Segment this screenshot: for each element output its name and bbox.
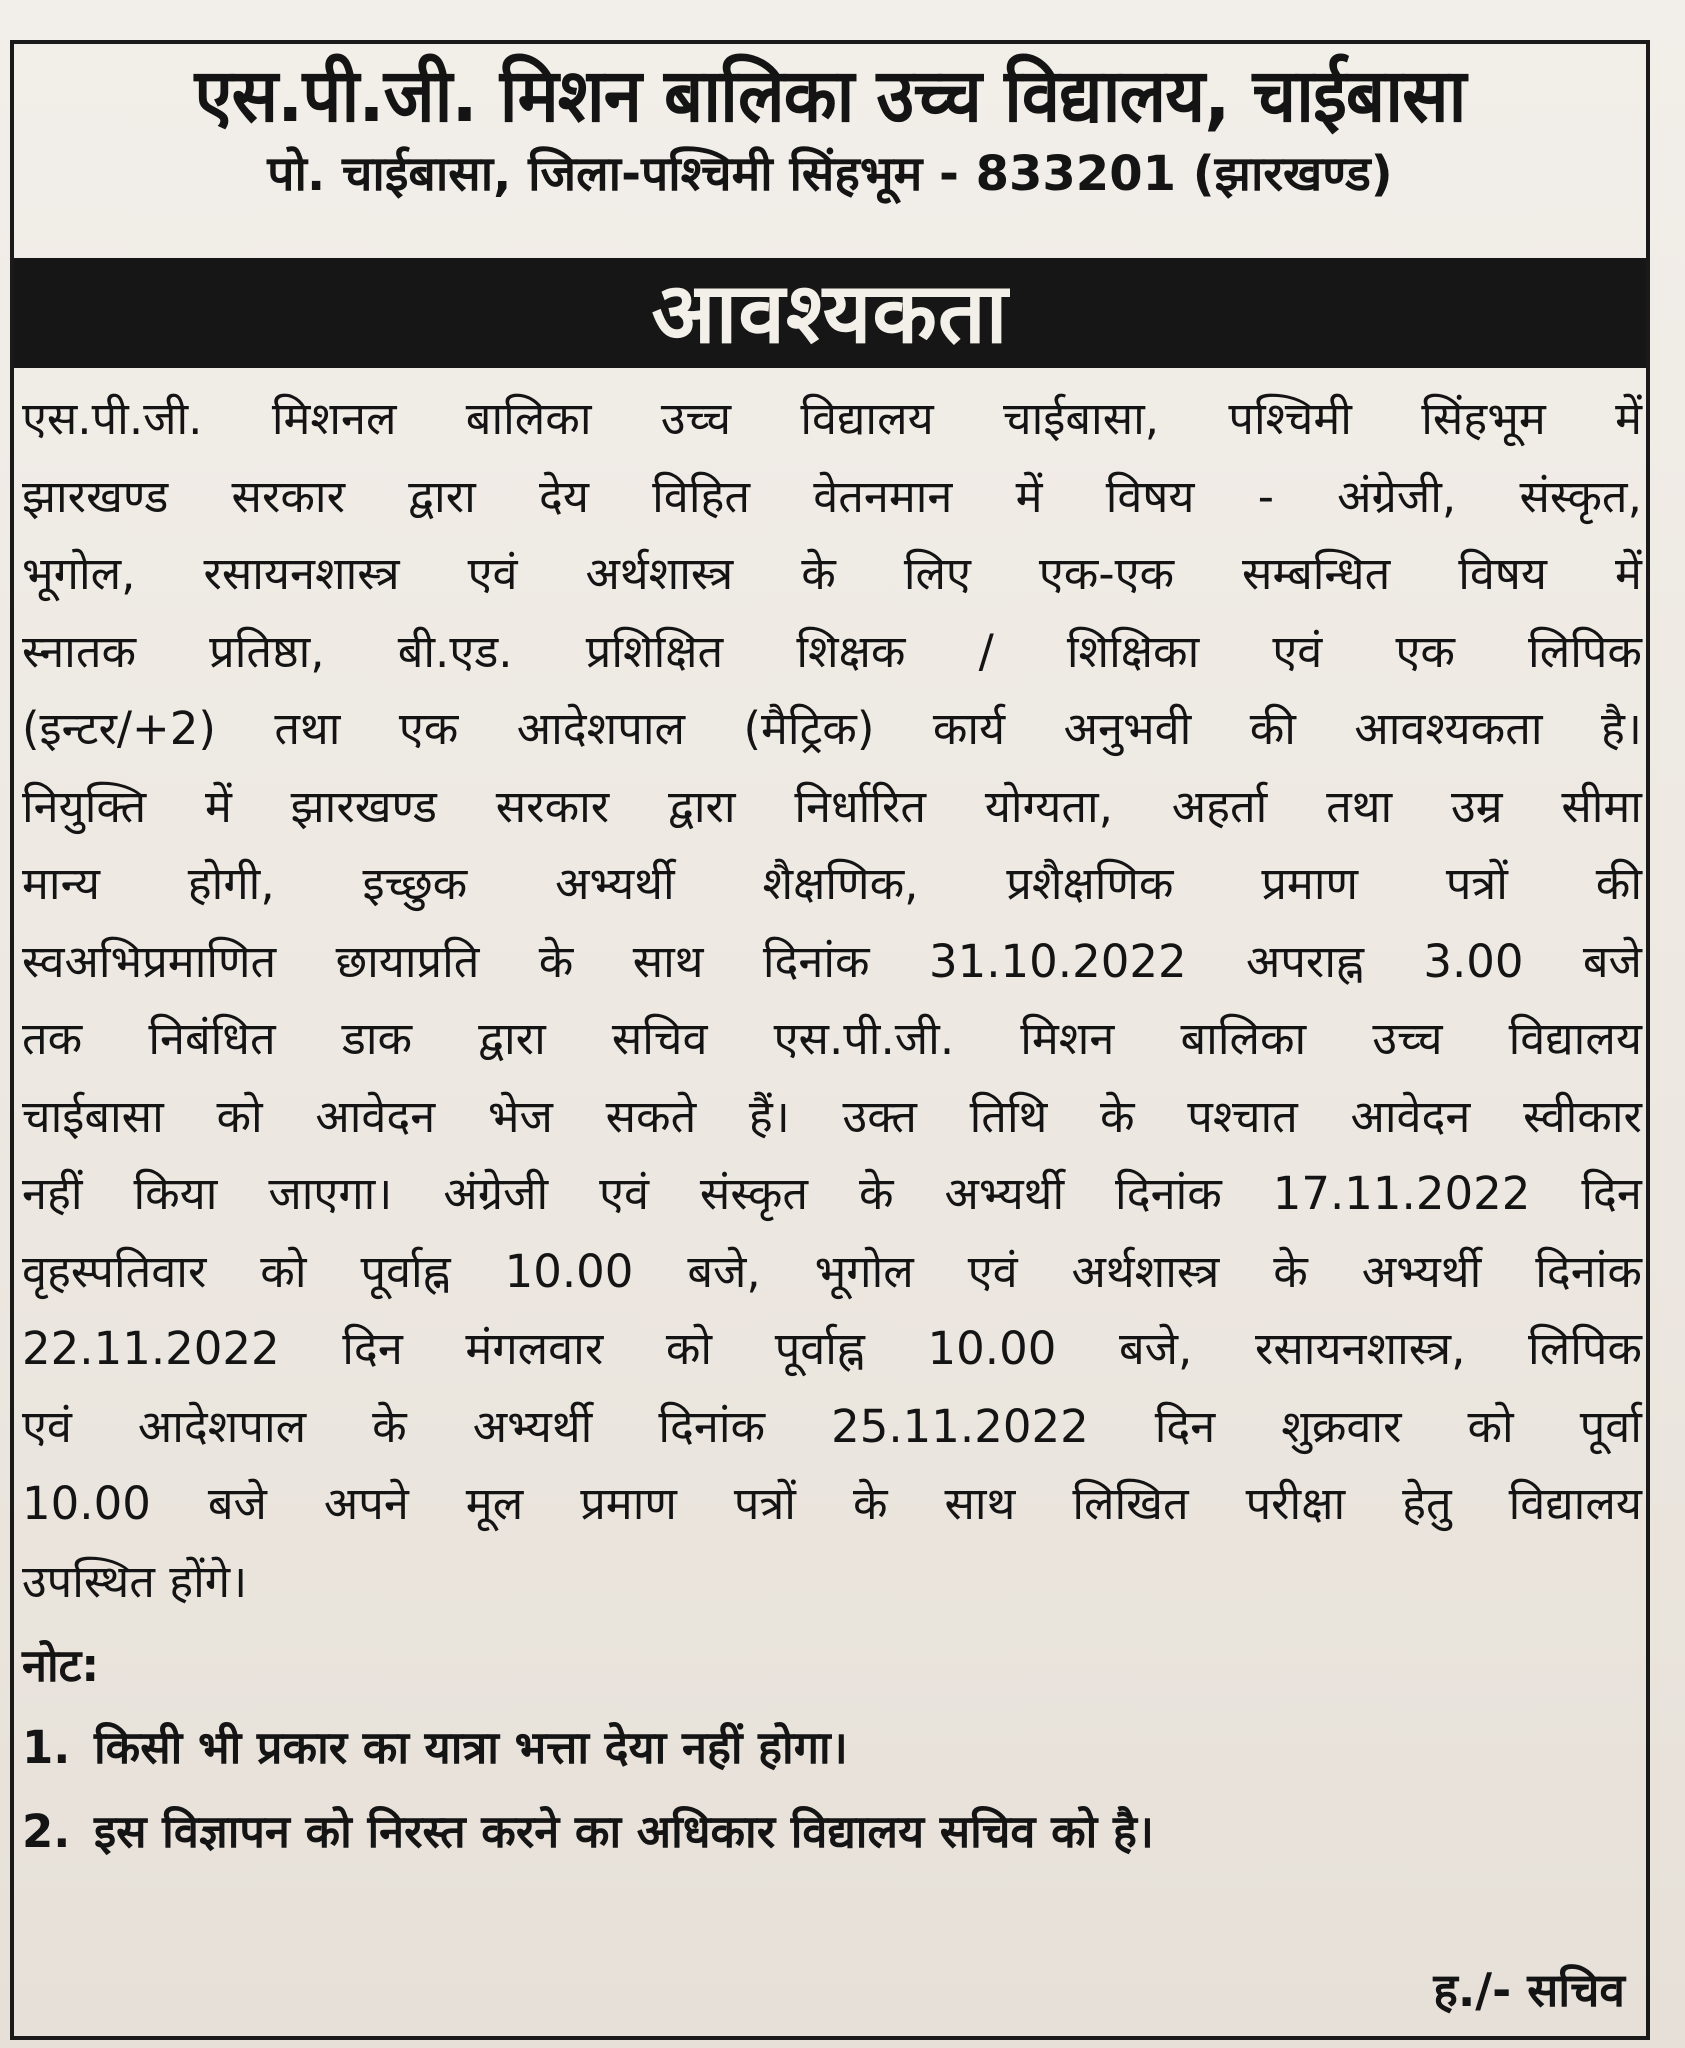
body-word: प्रमाण	[1261, 857, 1359, 910]
body-word: सरकार	[231, 469, 345, 523]
body-word: एवं	[599, 1167, 649, 1220]
body-word: हेतु	[1402, 1477, 1452, 1530]
body-word: तथा	[1326, 779, 1393, 833]
body-word: में	[1015, 469, 1043, 523]
notice-header	[14, 44, 1646, 206]
body-word: विषय	[1458, 547, 1548, 600]
body-word: एस.पी.जी.	[773, 1012, 955, 1065]
body-word: मूल	[465, 1477, 524, 1530]
body-word: तिथि	[969, 1089, 1048, 1143]
body-word: आवेदन	[315, 1089, 436, 1143]
note-item-text: इस विज्ञापन को निरस्त करने का अधिकार विद्यालय सचिव को है।	[94, 1805, 1154, 1858]
body-word: सम्बन्धित	[1242, 547, 1391, 600]
school-title: एस.पी.जी. मिशन बालिका उच्च विद्यालय, चाईबासा	[194, 53, 1466, 139]
body-word: मिशनल	[271, 392, 397, 445]
body-word: दिन	[1581, 1167, 1642, 1220]
body-line	[22, 1078, 1642, 1156]
body-word: दिनांक	[1535, 1244, 1642, 1298]
body-word: पूर्वा	[1579, 1399, 1642, 1453]
body-word: निर्धारित	[794, 779, 927, 833]
body-word: विद्यालय	[1508, 1477, 1642, 1530]
body-word: दिन	[1154, 1399, 1216, 1453]
body-word: प्रशैक्षणिक	[1006, 857, 1174, 910]
body-word: पत्रों	[733, 1477, 796, 1530]
body-word: आदेशपाल	[137, 1399, 307, 1453]
body-word: (मैट्रिक)	[743, 702, 875, 755]
body-word: एक	[398, 702, 459, 755]
school-address: पो. चाईबासा, जिला-पश्चिमी सिंहभूम - 833201 (झारखण्ड)	[267, 146, 1393, 202]
body-word: झारखण्ड	[22, 469, 169, 523]
body-word: मान्य	[22, 857, 100, 910]
body-word: 31.10.2022	[928, 934, 1187, 988]
notice-body	[22, 380, 1642, 1874]
body-word: की	[1595, 857, 1642, 910]
body-word: को	[260, 1244, 307, 1298]
body-word: किया	[133, 1167, 218, 1220]
body-word: अंग्रेजी	[443, 1167, 549, 1220]
body-word: होगी,	[187, 857, 275, 910]
body-word: साथ	[944, 1477, 1016, 1530]
body-word: स्वअभिप्रमाणित	[22, 934, 277, 988]
body-line	[22, 613, 1642, 691]
body-word: की	[1249, 702, 1296, 755]
body-line	[22, 690, 1642, 768]
body-word: के	[801, 547, 836, 600]
body-word: पश्चिमी	[1228, 392, 1352, 445]
body-word: दिन	[342, 1322, 403, 1375]
body-word: में	[204, 779, 232, 833]
note-item	[22, 1706, 1642, 1790]
body-word: छायाप्रति	[335, 934, 480, 988]
body-line	[22, 1465, 1642, 1543]
body-word: पत्रों	[1445, 857, 1508, 910]
body-word: 22.11.2022	[22, 1322, 280, 1375]
body-word: 25.11.2022	[831, 1399, 1089, 1453]
body-line	[22, 1310, 1642, 1388]
body-word: अभ्यर्थी	[944, 1167, 1065, 1220]
body-word: के	[858, 1167, 894, 1220]
body-word: कार्य	[932, 702, 1006, 755]
body-word: रसायनशास्त्र,	[1254, 1322, 1466, 1375]
note-item	[22, 1790, 1642, 1874]
body-word: एवं	[967, 1244, 1018, 1298]
body-word: निबंधित	[148, 1012, 276, 1065]
body-word: सकते	[605, 1089, 697, 1143]
body-word: उच्च	[1372, 1012, 1443, 1065]
body-word: पूर्वाह्न	[360, 1244, 451, 1298]
body-line	[22, 923, 1642, 1001]
body-word: अभ्यर्थी	[472, 1399, 593, 1453]
body-word: को	[216, 1089, 263, 1143]
body-word: वृहस्पतिवार	[22, 1244, 207, 1298]
body-word: अभ्यर्थी	[1361, 1244, 1482, 1298]
body-word: 10.00	[22, 1477, 151, 1530]
body-word: अभ्यर्थी	[555, 857, 675, 910]
signature: ह./- सचिव	[1433, 1963, 1625, 2017]
body-word: बी.एड.	[397, 624, 513, 678]
body-word: शिक्षक	[796, 624, 906, 678]
body-word: नियुक्ति	[22, 779, 147, 833]
body-word: जाएगा।	[268, 1167, 393, 1220]
body-word: बजे	[207, 1477, 267, 1530]
body-word: के	[538, 934, 574, 988]
body-word: भूगोल	[814, 1244, 914, 1298]
body-word: प्रतिष्ठा,	[209, 624, 325, 678]
body-word: में	[1615, 547, 1642, 600]
body-line	[22, 1388, 1642, 1466]
body-word: साथ	[632, 934, 704, 988]
body-word: चाईबासा	[22, 1089, 164, 1143]
body-word: अपने	[323, 1477, 409, 1530]
body-word: वेतनमान	[813, 469, 953, 523]
body-word: मिशन	[1020, 1012, 1115, 1065]
body-word: दिनांक	[658, 1399, 766, 1453]
body-word: के	[372, 1399, 407, 1453]
body-line	[22, 845, 1642, 923]
body-word: एक	[1395, 624, 1455, 678]
body-word: एवं	[22, 1399, 72, 1453]
body-line	[22, 380, 1642, 458]
body-word: शिक्षिका	[1066, 624, 1200, 678]
body-word: है।	[1600, 702, 1642, 755]
body-word: सचिव	[611, 1012, 708, 1065]
body-word: बजे	[1582, 934, 1642, 988]
body-word: एवं	[1272, 624, 1323, 678]
body-word: इच्छुक	[362, 857, 468, 910]
body-word: तथा	[274, 702, 341, 755]
body-word: लिए	[903, 547, 971, 600]
body-word: सीमा	[1561, 779, 1642, 833]
body-word: शुक्रवार	[1281, 1399, 1402, 1453]
body-line	[22, 1155, 1642, 1233]
body-word: अपराह्न	[1245, 934, 1364, 988]
body-word: एक-एक	[1038, 547, 1175, 600]
body-word: विद्यालय	[1508, 1012, 1642, 1065]
body-word: स्नातक	[22, 624, 137, 678]
body-word: अहर्ता	[1171, 779, 1268, 833]
body-word: उक्त	[842, 1089, 917, 1143]
body-word: एवं	[467, 547, 518, 600]
body-word: उच्च	[660, 392, 732, 445]
body-word: आवेदन	[1350, 1089, 1471, 1143]
body-word: बजे,	[1118, 1322, 1193, 1375]
note-item-number: 2.	[22, 1805, 71, 1858]
body-word: अंग्रेजी,	[1337, 469, 1457, 523]
body-word: योग्यता,	[984, 779, 1113, 833]
note-item-text: किसी भी प्रकार का यात्रा भत्ता देया नहीं होगा।	[94, 1721, 848, 1774]
body-word: बालिका	[1180, 1012, 1307, 1065]
body-word: स्वीकार	[1523, 1089, 1642, 1143]
body-word: परीक्षा	[1245, 1477, 1346, 1530]
body-word: को	[1467, 1399, 1514, 1453]
body-word: 3.00	[1423, 934, 1524, 988]
body-word: -	[1257, 469, 1274, 523]
body-word: रसायनशास्त्र	[203, 547, 400, 600]
body-word: आवश्यकता	[1354, 702, 1543, 755]
body-word: हैं।	[748, 1089, 790, 1143]
body-word: दिनांक	[1115, 1167, 1222, 1220]
body-line-last: उपस्थित होंगे।	[22, 1554, 248, 1608]
body-word: विद्यालय	[800, 392, 934, 445]
body-line	[22, 768, 1642, 846]
body-word: द्वारा	[478, 1012, 546, 1065]
body-word: अर्थशास्त्र	[585, 547, 734, 600]
requirement-banner: आवश्यकता	[14, 258, 1646, 368]
body-word: भूगोल,	[22, 547, 136, 600]
body-word: मंगलवार	[465, 1322, 604, 1375]
body-word: के	[1273, 1244, 1308, 1298]
body-word: झारखण्ड	[290, 779, 437, 833]
body-word: उम्र	[1450, 779, 1503, 833]
body-word: पूर्वाह्न	[774, 1322, 865, 1375]
body-word: लिपिक	[1528, 1322, 1642, 1375]
body-word: लिखित	[1072, 1477, 1189, 1530]
body-word: संस्कृत,	[1519, 469, 1642, 523]
body-word: भेज	[487, 1089, 553, 1143]
body-line	[22, 1000, 1642, 1078]
body-word: अनुभवी	[1063, 702, 1192, 755]
body-word: में	[1615, 392, 1642, 445]
body-word: (इन्टर/+2)	[22, 702, 216, 755]
body-line	[22, 535, 1642, 613]
body-word: द्वारा	[668, 779, 736, 833]
body-word: देय	[538, 469, 589, 523]
body-word: के	[1100, 1089, 1135, 1143]
body-word: बालिका	[465, 392, 592, 445]
body-word: आदेशपाल	[516, 702, 686, 755]
body-word: दिनांक	[762, 934, 870, 988]
body-word: तक	[22, 1012, 83, 1065]
body-word: शैक्षणिक,	[762, 857, 919, 910]
body-word: प्रशिक्षित	[585, 624, 724, 678]
body-word: 10.00	[504, 1244, 634, 1298]
body-word: अर्थशास्त्र	[1071, 1244, 1220, 1298]
body-word: को	[665, 1322, 713, 1375]
body-word: द्वारा	[408, 469, 476, 523]
body-word: /	[978, 624, 994, 678]
body-word: प्रमाण	[580, 1477, 677, 1530]
body-line	[22, 1233, 1642, 1311]
body-word: 17.11.2022	[1272, 1167, 1531, 1220]
body-word: बजे,	[687, 1244, 761, 1298]
body-word: डाक	[341, 1012, 413, 1065]
body-word: एस.पी.जी.	[22, 392, 203, 445]
note-heading: नोट:	[22, 1639, 100, 1692]
body-word: 10.00	[927, 1322, 1057, 1375]
body-word: चाईबासा,	[1003, 392, 1160, 445]
body-word: सरकार	[495, 779, 610, 833]
body-word: पश्चात	[1187, 1089, 1298, 1143]
body-word: के	[852, 1477, 888, 1530]
body-word: संस्कृत	[699, 1167, 809, 1220]
note-item-number: 1.	[22, 1721, 71, 1774]
body-word: विषय	[1105, 469, 1195, 523]
body-line	[22, 458, 1642, 536]
body-word: लिपिक	[1528, 624, 1642, 678]
body-word: सिंहभूम	[1421, 392, 1546, 445]
body-word: नहीं	[22, 1167, 83, 1220]
body-word: विहित	[652, 469, 751, 523]
